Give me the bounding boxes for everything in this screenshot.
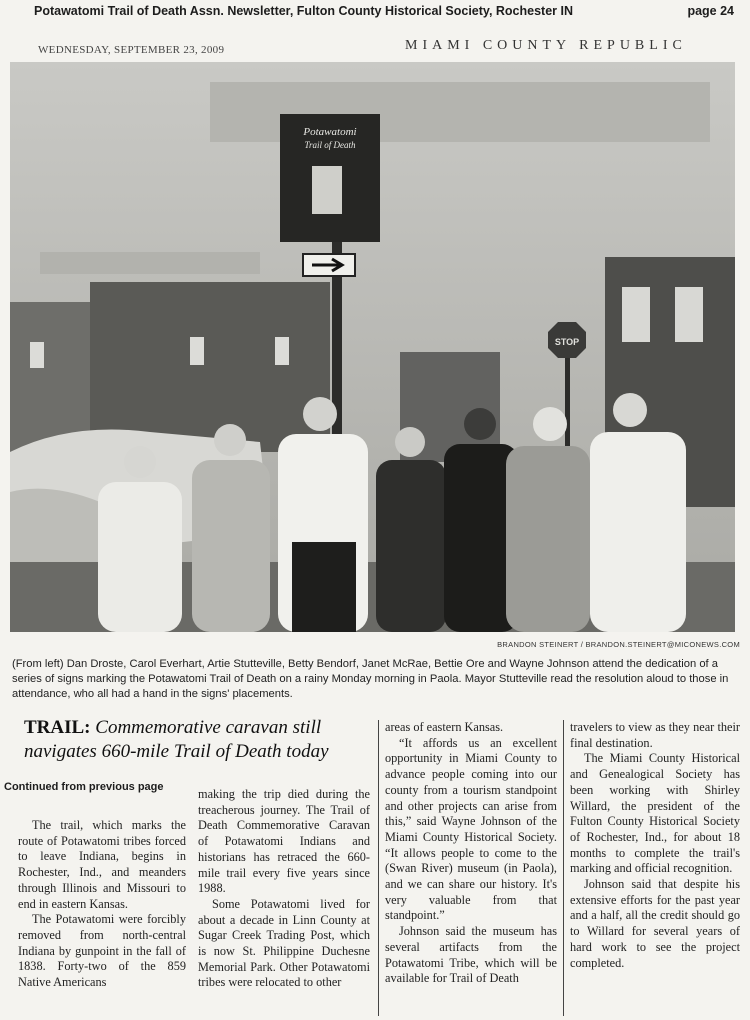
- paragraph: Johnson said that despite his extensive efforts for the past year and a half, all the credit should go to Willard for several years of hard work to see the project completed.: [570, 877, 740, 970]
- article-column-1: [18, 818, 186, 991]
- article-column-3: [385, 720, 557, 987]
- article-headline: [24, 716, 374, 764]
- headline-text: Commemorative caravan still navigates 660-mile Trail of Death today: [24, 717, 329, 762]
- paragraph: The Potawatomi were forcibly removed from north-central Indiana by gunpoint in the fall of 1838. Forty-two of the 859 Native Americans: [18, 912, 186, 990]
- continued-label: Continued from previous page: [4, 781, 164, 793]
- paragraph: areas of eastern Kansas.: [385, 720, 504, 734]
- photo-credit: BRANDON STEINERT / BRANDON.STEINERT@MICONEWS.COM: [497, 640, 740, 649]
- paragraph: The trail, which marks the route of Potawatomi tribes forced to leave Indiana, begins in Rochester, Ind., and meanders through Illinois and Missouri to end in eastern Kansas.: [18, 818, 186, 911]
- masthead: MIAMI COUNTY REPUBLIC: [405, 38, 687, 53]
- sign-text-line2: Trail of Death: [304, 140, 356, 150]
- column-divider: [378, 720, 379, 1016]
- paragraph: Johnson said the museum has several artifacts from the Potawatomi Tribe, which will be available for Trail of Death: [385, 924, 557, 986]
- paragraph: “It affords us an excellent opportunity in Miami County to advance people coming into our county from a tourism standpoint and other projects can arise from this,” said Wayne Johnson of the Miami County Historical Society. “It allows people to come to the (Swan River) museum (in Paola), and we can share our history. It's very valuable from that standpoint.”: [385, 735, 557, 923]
- paragraph: travelers to view as they near their final destination.: [570, 720, 740, 750]
- column-divider: [563, 720, 564, 1016]
- newsletter-title: Potawatomi Trail of Death Assn. Newsletter, Fulton County Historical Society, Rochester IN: [34, 4, 573, 18]
- stop-sign-text: STOP: [554, 337, 580, 347]
- paragraph: The Miami County Historical and Genealogical Society has been working with Shirley Willard, the president of the Fulton County Historical Society of Rochester, Ind., for about 18 months to complete the trail's marking and official recognition.: [570, 751, 740, 876]
- article-column-4: [570, 720, 740, 971]
- paragraph: Some Potawatomi lived for about a decade in Linn County at Sugar Creek Trading Post, which is now St. Philippine Duchesne Memorial Park. Other Potawatomi tribes were relocated to other: [198, 896, 370, 990]
- headline-kicker: TRAIL:: [24, 717, 91, 738]
- sign-text-line1: Potawatomi: [303, 126, 357, 138]
- page-number: page 24: [687, 4, 734, 18]
- article-column-2: [198, 787, 370, 991]
- paragraph: making the trip died during the treacherous journey. The Trail of Death Commemorative Caravan of Potawatomi Indians and historians has retraced the 660-mile trail every five years since 1988.: [198, 787, 370, 896]
- newsletter-header: [34, 4, 734, 22]
- photo-caption: (From left) Dan Droste, Carol Everhart, Artie Stutteville, Betty Bendorf, Janet McRae, Bettie Ore and Wayne Johnson attend the dedication of a series of signs marking the Potawatomi Trail of Death on a rainy Monday morning in Paola. Mayor Stutteville read the resolution aloud to those in attendance, who all had a hand in the signs' placements.: [12, 658, 729, 701]
- dateline: WEDNESDAY, SEPTEMBER 23, 2009: [38, 44, 225, 56]
- photo-illustration: [10, 62, 735, 632]
- news-photo: [10, 62, 735, 632]
